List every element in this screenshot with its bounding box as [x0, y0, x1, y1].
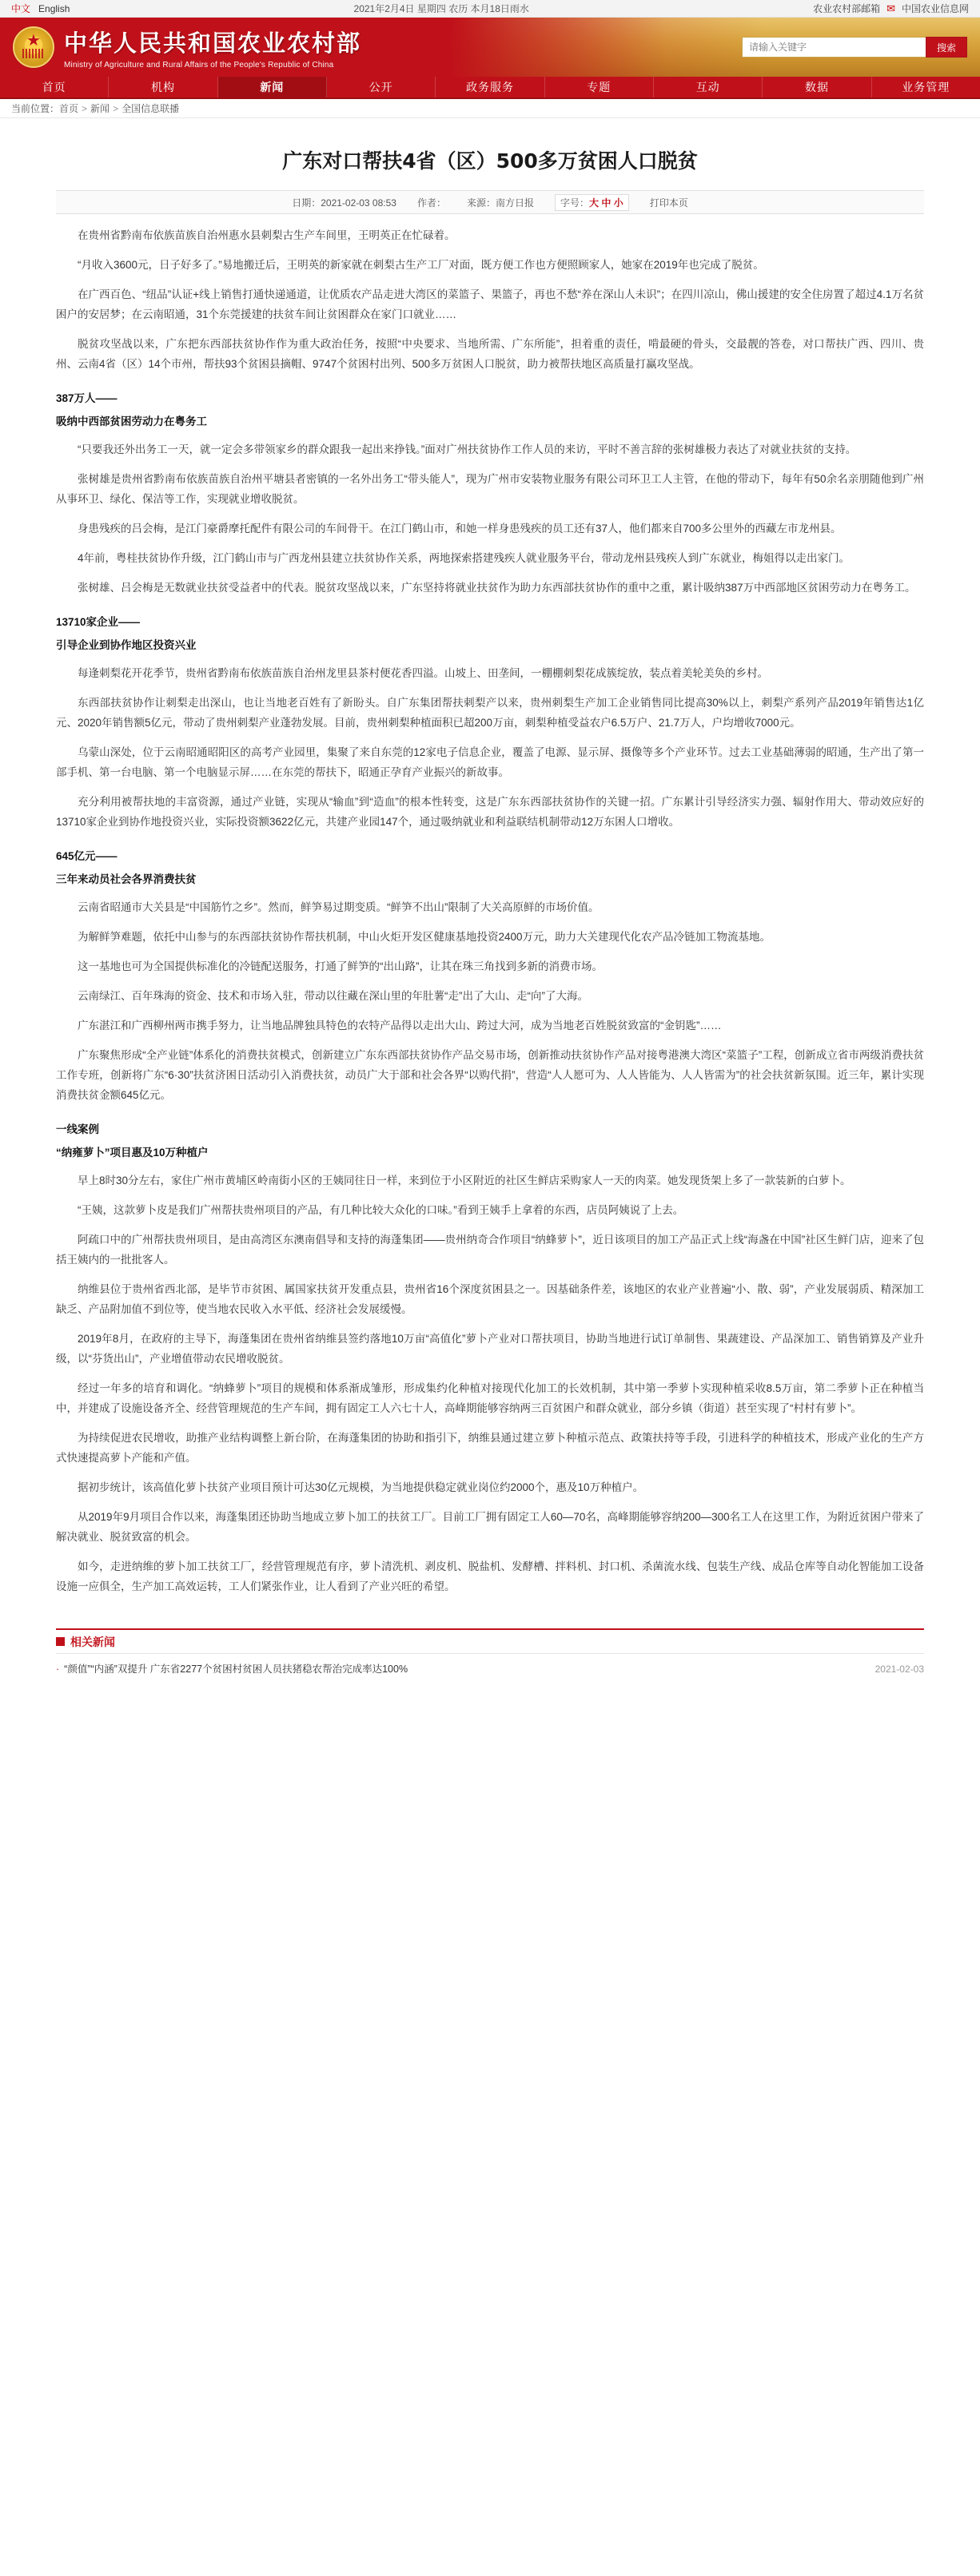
font-size-small[interactable]: 小: [613, 197, 623, 209]
site-search: [742, 37, 967, 58]
square-bullet-icon: [56, 1637, 65, 1646]
font-size-medium[interactable]: 中: [601, 197, 612, 209]
date-line: 2021年2月4日 星期四 农历 本月18日雨水: [353, 3, 529, 14]
article-paragraph: 这一基地也可为全国提供标准化的冷链配送服务，打通了鲜笋的“出山路”，让其在珠三角找到多新的消费市场。: [78, 960, 603, 972]
page-title: 广东对口帮扶4省（区）500多万贫困人口脱贫: [282, 149, 698, 173]
utility-links: [813, 2, 969, 15]
related-news-title-text[interactable]: “颜值”“内涵”双提升 广东省2277个贫困村贫困人员扶猪稳农帮治完成率达100%: [64, 1664, 408, 1675]
print-button[interactable]: 打印本页: [649, 197, 688, 209]
article-paragraph: 云南绿江、百年珠海的资金、技术和市场入驻，带动以往藏在深山里的年肚薯“走”出了大山、走“向”了大海。: [78, 990, 588, 1002]
nav-item-news[interactable]: 新闻: [218, 77, 327, 97]
article-paragraph: 为解鲜笋难题，依托中山参与的东西部扶贫协作帮扶机制，中山火炬开发区健康基地投资2400万元，助力大关建现代化农产品冷链加工物流基地。: [78, 931, 771, 943]
article-paragraph: 在贵州省黔南布依族苗族自治州惠水县刺梨古生产车间里，王明英正在忙碌着。: [78, 229, 456, 241]
bullet-icon: ·: [56, 1664, 60, 1675]
mail-icon: ✉: [886, 2, 895, 14]
nav-item-services[interactable]: 政务服务: [436, 77, 544, 97]
article-paragraph: 据初步统计，该高值化萝卜扶贫产业项目预计可达30亿元规模，为当地提供稳定就业岗位约2000个，惠及10万种植户。: [78, 1481, 644, 1493]
article-subheading: 387万人——: [56, 392, 118, 404]
article-paragraph: 纳维县位于贵州省西北部，是毕节市贫困、属国家扶贫开发重点县，贵州省16个深度贫困县之一。因基础条件差，该地区的农业产业普遍“小、散、弱”，产业发展弱质、精深加工缺乏、产品附加值不到位等，使当地农民收入水平低、经济社会发展缓慢。: [56, 1283, 924, 1315]
article-paragraph: 4年前，粤桂扶贫协作升级，江门鹤山市与广西龙州县建立扶贫协作关系，两地探索搭建残疾人就业服务平台，带动龙州县残疾人到广东就业，梅姐得以走出家门。: [78, 552, 851, 564]
article-paragraph: 脱贫攻坚战以来，广东把东西部扶贫协作作为重大政治任务，按照“中央要求、当地所需、广东所能”，担着重的责任，啃最硬的骨头，交最靓的答卷，对口帮扶广西、四川、贵州、云南4省（区）14个市州，帮扶93个贫困县摘帽、9747个贫困村出列、500多万贫困人口脱贫，助力被帮扶地区高质量打赢攻坚战。: [56, 338, 924, 370]
related-news-heading: [56, 1628, 924, 1654]
article-paragraph: 经过一年多的培育和调化。“纳蜂萝卜”项目的规模和体系渐成雏形，形成集约化种植对接现代化加工的长效机制，其中第一季萝卜实现种植采收8.5万亩，第二季萝卜正在种植当中，并建成了设施设备齐全、经营管理规范的生产车间，拥有固定工人六七十人，高峰期能够容纳两三百贫困户和群众就业，部分乡镇（街道）甚至实现了“村村有萝卜”。: [56, 1382, 924, 1414]
font-size-control[interactable]: [555, 194, 629, 211]
article-subheading: 一线案例: [56, 1123, 99, 1135]
article: [0, 118, 980, 1614]
nav-item-business[interactable]: 业务管理: [902, 81, 950, 93]
article-paragraph: 身患残疾的吕会梅，是江门豪爵摩托配件有限公司的车间骨干。在江门鹤山市，和她一样身患残疾的员工还有37人，他们都来自700多公里外的西藏左市龙州县。: [78, 523, 842, 535]
article-paragraph: 阿疏口中的广州帮扶贵州项目，是由高湾区东澳南倡导和支持的海蓬集团——贵州纳奇合作项目“纳蜂萝卜”，近日该项目的加工产品正式上线“海盏在中国”社区生鲜门店，迎来了包括王姨内的一批批客人。: [56, 1234, 924, 1266]
breadcrumb-item-home[interactable]: 首页: [59, 103, 79, 114]
article-subheading: 645亿元——: [56, 850, 118, 862]
article-paragraph: “王姨，这款萝卜皮是我们广州帮扶贵州项目的产品，有几种比较大众化的口味。”看到王姨手上拿着的东西，店员阿姨说了上去。: [78, 1204, 684, 1216]
site-banner: [0, 18, 980, 77]
article-paragraph: 早上8时30分左右，家住广州市黄埔区岭南街小区的王姨同往日一样，来到位于小区附近的社区生鲜店采购家人一天的肉菜。她发现货架上多了一款装新的白萝卜。: [78, 1175, 851, 1187]
footer-spacer: [0, 1680, 980, 1689]
article-body: [56, 214, 924, 1596]
article-paragraph: 从2019年9月项目合作以来，海蓬集团还协助当地成立萝卜加工的扶贫工厂。目前工厂拥有固定工人60—70名，高峰期能够容纳200—300名工人在这里工作，为附近贫困户带来了解决就业、脱贫致富的机会。: [56, 1511, 924, 1543]
article-paragraph: 为持续促进农民增收，助推产业结构调整上新台阶，在海蓬集团的协助和指引下，纳维县通过建立萝卜种植示范点、政策扶持等手段，引进科学的种植技术，形成产业化的生产方式快速提高萝卜产能和产值。: [56, 1432, 924, 1464]
site-title-en: Ministry of Agriculture and Rural Affairs of the People's Republic of China: [64, 60, 334, 70]
article-paragraph: 2019年8月，在政府的主导下，海蓬集团在贵州省纳维县签约落地10万亩“高值化”萝卜产业对口帮扶项目，协助当地进行试订单制售、果蔬建设、产品深加工、销售销算及产业升级，以“芬货出山”，产业增值带动农民增收脱贫。: [56, 1333, 924, 1365]
search-input[interactable]: [742, 37, 926, 58]
article-paragraph: 在广西百色、“纽品”认证+线上销售打通快递通道，让优质农产品走进大湾区的菜篮子、果篮子，再也不愁“养在深山人未识”；在四川凉山，佛山援建的安全住房置了超过4.1万名贫困户的安居梦；在云南昭通，31个东莞援建的扶贫车间让贫困群众在家门口就业……: [56, 288, 924, 320]
article-paragraph: 东西部扶贫协作让刺梨走出深山，也让当地老百姓有了新盼头。自广东集团帮扶刺梨产以来，贵州刺梨生产加工企业销售同比提高30%以上，刺梨产系列产品2019年销售达1亿元、2020年销售额5亿元，带动了贵州刺梨产业蓬勃发展。目前，贵州刺梨种植面积已超200万亩，刺梨种植受益农户6.5万户、21.7万人，户均增收7000元。: [56, 697, 924, 729]
breadcrumb-separator-1: >: [82, 102, 88, 114]
font-size-large[interactable]: 大: [589, 197, 600, 209]
nav-item-disclosure[interactable]: 公开: [327, 77, 436, 97]
breadcrumb-item-news[interactable]: 新闻: [90, 103, 110, 114]
utility-bar: [0, 0, 980, 18]
nav-item-topics[interactable]: 专题: [545, 77, 654, 97]
nav-item-home[interactable]: 首页: [0, 77, 109, 97]
article-subheading: “纳雍萝卜”项目惠及10万种植户: [56, 1147, 209, 1159]
related-news-item[interactable]: [56, 1659, 924, 1680]
article-paragraph: 充分利用被帮扶地的丰富资源，通过产业链，实现从“输血”到“造血”的根本性转变，这是广东东西部扶贫协作的关键一招。广东累计引导经济实力强、辐射作用大、带动效应好的13710家企业到协作地投资兴业，实际投资额3622亿元，共建产业园147个，通过吸纳就业和利益联结机制带动12万东困人口增收。: [56, 796, 924, 828]
related-news-date: 2021-02-03: [874, 1664, 924, 1675]
lang-en-link[interactable]: English: [38, 2, 70, 14]
article-paragraph: 云南省昭通市大关县是“中国筋竹之乡”。然而，鲜笋易过期变质。“鲜笋不出山”限制了大关高原鲜的市场价值。: [78, 901, 600, 913]
article-paragraph: 广东湛江和广西柳州两市携手努力，让当地品牌独具特色的农特产品得以走出大山、跨过大河，成为当地老百姓脱贫致富的“金钥匙”……: [78, 1020, 722, 1032]
site-title-cn: 中华人民共和国农业农村部: [64, 29, 362, 57]
article-paragraph: 乌蒙山深处，位于云南昭通昭阳区的高考产业园里，集聚了来自东莞的12家电子信息企业，覆盖了电源、显示屏、摄像等多个产业环节。过去工业基础薄弱的昭通，生产出了第一部手机、第一台电脑、第一个电脑显示屏……在东莞的帮扶下，昭通正孕育产业振兴的新故事。: [56, 746, 924, 778]
search-button[interactable]: 搜索: [926, 37, 967, 58]
breadcrumb: [0, 99, 980, 118]
article-paragraph: 张树雄是贵州省黔南布依族苗族自治州平塘县者密镇的一名外出务工“带头能人”，现为广州市安装物业服务有限公司环卫工人主管，在他的带动下，每年有50余名亲朋随他到广州从事环卫、绿化、保洁等工作，实现就业增收脱贫。: [56, 473, 924, 505]
agri-info-site-link[interactable]: 中国农业信息网: [901, 3, 969, 14]
article-paragraph: “只要我还外出务工一天，就一定会多带领家乡的群众跟我一起出来挣钱。”面对广州扶贫协作工作人员的来访，平时不善言辞的张树雄极力表达了对就业扶贫的支持。: [78, 443, 857, 455]
article-subheading: 吸纳中西部贫困劳动力在粤务工: [56, 415, 207, 427]
breadcrumb-prefix: 当前位置：: [11, 103, 60, 114]
main-nav: [0, 77, 980, 99]
article-paragraph: 广东聚焦形成“全产业链”体系化的消费扶贫模式，创新建立广东东西部扶贫协作产品交易市场，创新推动扶贫协作产品对接粤港澳大湾区“菜篮子”工程，创新成立省市两级消费扶贫工作专班，创新将广东“6·30”扶贫济困日活动引入消费扶贫，动员广大于部和社会各界“以购代捐”，营造“人人愿可为、人人皆能为、人人皆需为”的社会扶贫新氛围。近三年，累计实现消费扶贫金额645亿元。: [56, 1049, 924, 1101]
lang-cn-link[interactable]: 中文: [11, 3, 31, 14]
language-switch: [11, 2, 70, 15]
ministry-mail-link[interactable]: 农业农村部邮箱: [813, 3, 881, 14]
article-paragraph: 每逢刺梨花开花季节，贵州省黔南布依族苗族自治州龙里县茶村便花香四溢。山坡上、田垄间，一棚棚刺梨花成簇绽放，装点着美轮美奂的乡村。: [78, 667, 768, 679]
breadcrumb-separator-2: >: [113, 102, 119, 114]
article-paragraph: 张树雄、吕会梅是无数就业扶贫受益者中的代表。脱贫攻坚战以来，广东坚持将就业扶贫作为助力东西部扶贫协作的重中之重，累计吸纳387万中西部地区贫困劳动力在粤务工。: [78, 582, 916, 594]
nav-item-interaction[interactable]: 互动: [654, 77, 763, 97]
article-subheading: 引导企业到协作地区投资兴业: [56, 639, 197, 651]
meta-date: 日期：2021-02-03 08:53: [292, 197, 396, 209]
breadcrumb-item-national-feed[interactable]: 全国信息联播: [122, 103, 180, 114]
article-paragraph: “月收入3600元，日子好多了。”易地搬迁后，王明英的新家就在刺梨古生产工厂对面，既方便工作也方便照顾家人，她家在2019年也完成了脱贫。: [78, 259, 764, 271]
related-news-list: [56, 1659, 924, 1680]
nav-item-data[interactable]: 数据: [763, 77, 871, 97]
article-paragraph: 如今，走进纳维的萝卜加工扶贫工厂，经营管理规范有序，萝卜清洗机、剥皮机、脱盐机、发酵槽、拌料机、封口机、杀菌流水线、包装生产线、成品仓库等自动化智能加工设备设施一应俱全，生产加工高效运转，工人们紧张作业，让人看到了产业兴旺的希望。: [56, 1560, 924, 1592]
related-news-title: 相关新闻: [70, 1635, 115, 1648]
site-title: [64, 26, 361, 70]
article-subheading: 三年来动员社会各界消费扶贫: [56, 873, 197, 885]
font-size-label: 字号：: [560, 197, 590, 209]
nav-item-organization[interactable]: 机构: [109, 77, 217, 97]
article-subheading: 13710家企业——: [56, 616, 141, 628]
national-emblem-icon: [13, 26, 54, 68]
meta-source: 来源：南方日报: [466, 197, 535, 209]
meta-author: 作者：: [416, 197, 446, 209]
article-meta: [56, 190, 924, 214]
